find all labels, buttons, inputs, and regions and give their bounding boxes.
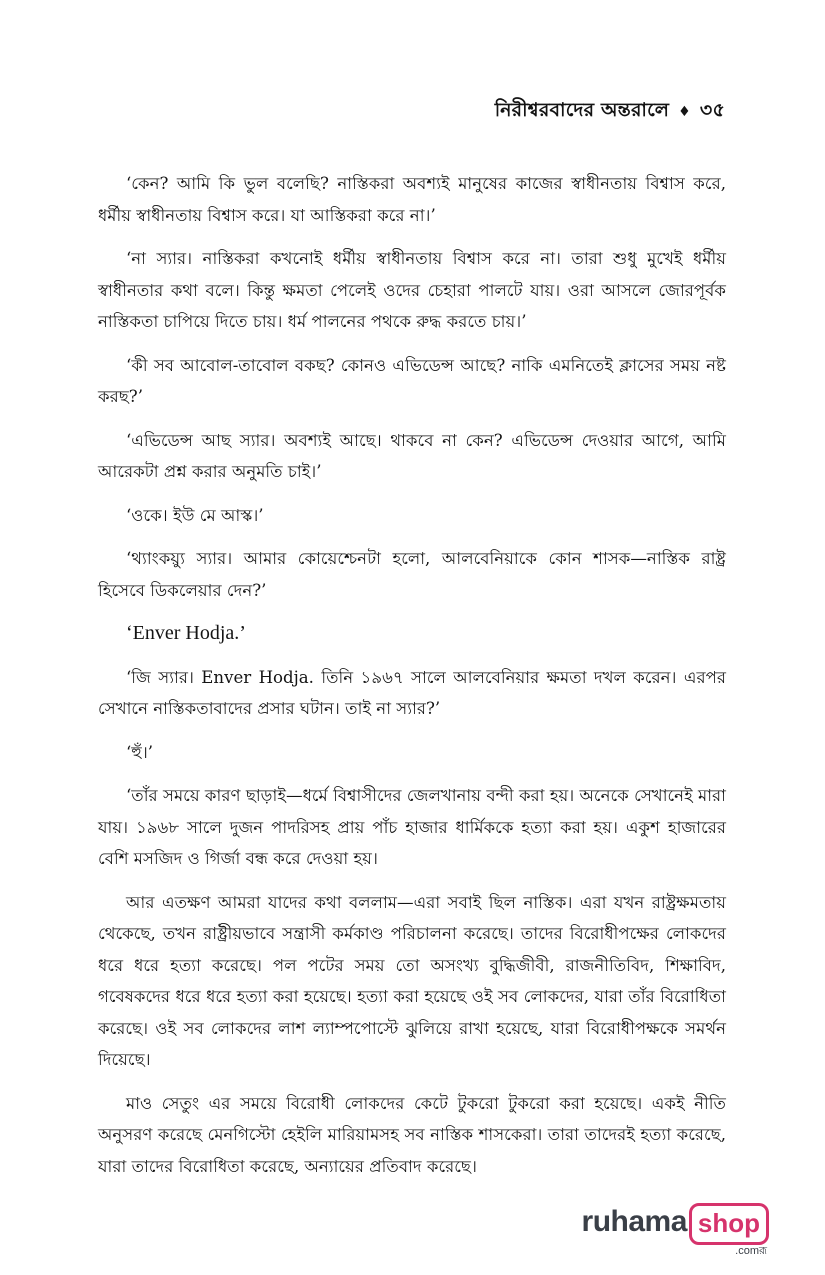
paragraph-10: ‘তাঁর সময়ে কারণ ছাড়াই—ধর্মে বিশ্বাসীদের জেলখানায় বন্দী করা হয়। অনেকে সেখানেই মারা যায়। ১৯৬৮ সালে দুজন পাদরিসহ প্রায় পাঁচ হাজার ধার্মিককে হত্যা করা হয়। একুশ হাজারের বেশি মসজিদ ও গির্জা বন্ধ করে দেওয়া হয়। — [98, 786, 726, 868]
logo-shop-text: shop — [689, 1203, 769, 1245]
paragraph-2: ‘না স্যার। নাস্তিকরা কখনোই ধর্মীয় স্বাধীনতায় বিশ্বাস করে না। তারা শুধু মুখেই ধর্মীয় স্বাধীনতার কথা বলে। কিন্তু ক্ষমতা পেলেই ওদের চেহারা পালটে যায়। ওরা আসলে জোরপূর্বক নাস্তিকতা চাপিয়ে দিতে চায়। ধর্ম পালনের পথকে রুদ্ধ করতে চায়।’ — [98, 249, 726, 331]
paragraph-9: ‘হুঁ।’ — [126, 742, 154, 762]
paragraph-7: ‘Enver Hodja.’ — [126, 622, 246, 644]
running-header — [495, 96, 725, 128]
paragraph-12: মাও সেতুং এর সময়ে বিরোধী লোকদের কেটে টুকরো টুকরো করা হয়েছে। একই নীতি অনুসরণ করেছে মেনগিস্টো হেইলি মারিয়ামসহ সব নাস্তিক শাসকেরা। তারা তাদেরই হত্যা করেছে, যারা তাদের বিরোধিতা করেছে, অন্যায়ের প্রতিবাদ করেছে। — [98, 1093, 726, 1176]
ruhamashop-logo — [581, 1203, 769, 1257]
page-body — [98, 168, 726, 1194]
paragraph-8: ‘জি স্যার। Enver Hodja. তিনি ১৯৬৭ সালে আলবেনিয়ার ক্ষমতা দখল করেন। এরপর সেখানে নাস্তিকতাবাদের প্রসার ঘটান। তাই না স্যার?’ — [98, 667, 726, 718]
paragraph-3: ‘কী সব আবোল-তাবোল বকছ? কোনও এভিডেন্স আছে? নাকি এমনিতেই ক্লাসের সময় নষ্ট করছ?’ — [98, 355, 726, 406]
paragraph-1: ‘কেন? আমি কি ভুল বলেছি? নাস্তিকরা অবশ্যই মানুষের কাজের স্বাধীনতায় বিশ্বাস করে, ধর্মীয় স্বাধীনতায় বিশ্বাস করে। যা আস্তিকরা করে না।’ — [98, 174, 726, 225]
logo-shop-badge — [687, 1203, 769, 1257]
paragraph-4: ‘এভিডেন্স আছ স্যার। অবশ্যই আছে। থাকবে না কেন? এভিডেন্স দেওয়ার আগে, আমি আরেকটা প্রশ্ন করার অনুমতি চাই।’ — [98, 430, 726, 481]
diamond-separator-icon: ♦ — [678, 104, 691, 120]
logo-brand-text: ruhama — [581, 1205, 687, 1238]
logo-domain-suffix: .comরূ — [735, 1245, 767, 1257]
page-number: ৩৫ — [699, 99, 725, 121]
paragraph-11: আর এতক্ষণ আমরা যাদের কথা বললাম—এরা সবাই ছিল নাস্তিক। এরা যখন রাষ্ট্রক্ষমতায় থেকেছে, তখন রাষ্ট্রীয়ভাবে সন্ত্রাসী কর্মকাণ্ড পরিচালনা করেছে। তাদের বিরোধীপক্ষের লোকদের ধরে ধরে হত্যা করেছে। পল পটের সময় তো অসংখ্য বুদ্ধিজীবী, রাজনীতিবিদ, শিক্ষাবিদ, গবেষকদের ধরে ধরে হত্যা করা হয়েছে। হত্যা করা হয়েছে ওই সব লোকদের, যারা তাঁর বিরোধিতা করেছে। ওই সব লোকদের লাশ ল্যাম্পপোস্টে ঝুলিয়ে রাখা হয়েছে, যারা বিরোধীপক্ষকে সমর্থন দিয়েছে। — [98, 892, 726, 1069]
paragraph-6: ‘থ্যাংকয়্যু স্যার। আমার কোয়েশ্চেনটা হলো, আলবেনিয়াকে কোন শাসক—নাস্তিক রাষ্ট্র হিসেবে ডিকলেয়ার দেন?’ — [98, 549, 726, 600]
book-title: নিরীশ্বরবাদের অন্তরালে — [494, 99, 670, 121]
paragraph-5: ‘ওকে। ইউ মে আস্ক।’ — [126, 505, 264, 525]
